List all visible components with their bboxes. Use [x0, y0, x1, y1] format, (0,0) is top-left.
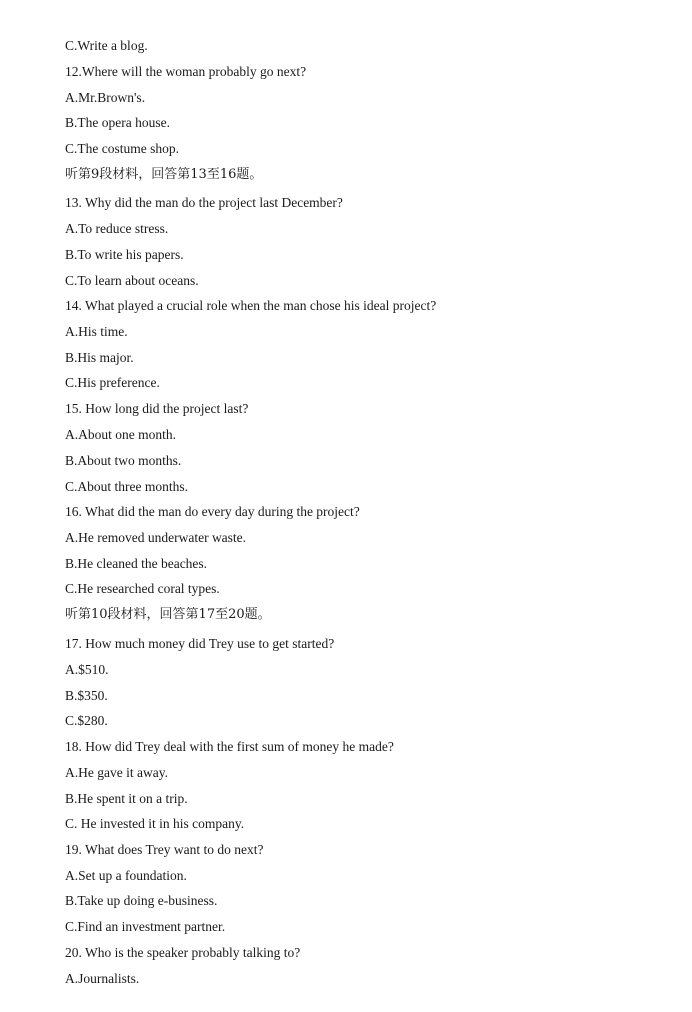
option-line: C.His preference.	[65, 375, 160, 390]
question-line: 18. How did Trey deal with the first sum of money he made?	[65, 739, 394, 754]
option-line: A.He gave it away.	[65, 765, 168, 780]
question-line: 12.Where will the woman probably go next?	[65, 64, 307, 79]
question-line: 13. Why did the man do the project last December?	[65, 195, 343, 210]
option-line: C.To learn about oceans.	[65, 273, 199, 288]
option-line: B.About two months.	[65, 453, 182, 468]
option-line: A.Mr.Brown's.	[65, 90, 146, 105]
option-line: B.The opera house.	[65, 115, 170, 130]
option-line: C.Find an investment partner.	[65, 919, 226, 934]
option-line: C. He invested it in his company.	[65, 816, 245, 831]
option-line: C.About three months.	[65, 479, 188, 494]
option-line: B.To write his papers.	[65, 247, 184, 262]
option-line: B.He spent it on a trip.	[65, 791, 188, 806]
option-line: A.His time.	[65, 324, 128, 339]
option-line: B.Take up doing e-business.	[65, 893, 218, 908]
option-line: A.Set up a foundation.	[65, 868, 187, 883]
option-line: B.His major.	[65, 350, 134, 365]
question-line: 14. What played a crucial role when the man chose his ideal project?	[65, 298, 437, 313]
question-line: 20. Who is the speaker probably talking to?	[65, 945, 301, 960]
option-line: C.$280.	[65, 713, 108, 728]
option-line: A.$510.	[65, 662, 109, 677]
question-line: 15. How long did the project last?	[65, 401, 249, 416]
option-line: C.He researched coral types.	[65, 581, 220, 596]
section-heading: 听第9段材料，回答第13至16题。	[65, 167, 263, 182]
option-line: C.The costume shop.	[65, 141, 179, 156]
option-line: A.He removed underwater waste.	[65, 530, 247, 545]
option-line: A.Journalists.	[65, 971, 140, 986]
section-heading: 听第10段材料，回答第17至20题。	[65, 607, 271, 622]
question-line: 17. How much money did Trey use to get started?	[65, 636, 335, 651]
option-line: A.About one month.	[65, 427, 176, 442]
option-line: B.He cleaned the beaches.	[65, 556, 208, 571]
question-line: 16. What did the man do every day during the project?	[65, 504, 360, 519]
option-line: C.Write a blog.	[65, 38, 148, 53]
question-line: 19. What does Trey want to do next?	[65, 842, 264, 857]
option-line: B.$350.	[65, 688, 108, 703]
option-line: A.To reduce stress.	[65, 221, 169, 236]
